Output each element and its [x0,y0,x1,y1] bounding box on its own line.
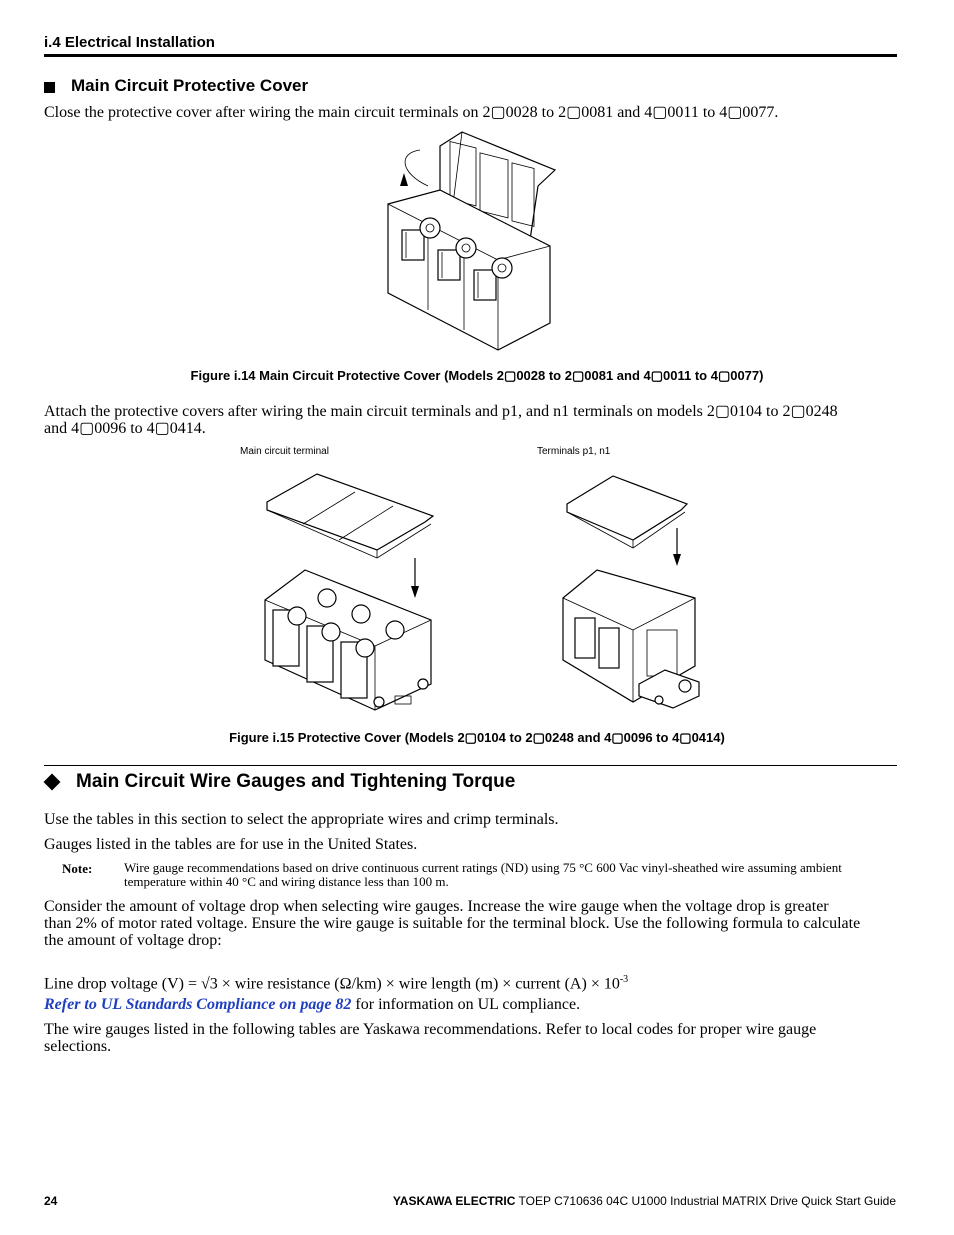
formula-exponent: -3 [619,974,629,985]
page-number: 24 [44,1194,58,1208]
wire-paragraph-5 [44,1021,900,1055]
cover-paragraph-2 [44,403,900,437]
cover-section-heading [44,76,308,96]
arrow-head [400,173,408,186]
figure-i15-caption: Figure i.15 Protective Cover (Models 2▢0104 to 2▢0248 and 4▢0096 to 4▢0414) [229,730,725,745]
wire-paragraph-2: Gauges listed in the tables are for use in the United States. [44,836,418,853]
wire-paragraph-1: Use the tables in this section to select the appropriate wires and crimp terminals. [44,811,559,828]
figure-i14-caption: Figure i.14 Main Circuit Protective Cover (Models 2▢0028 to 2▢0081 and 4▢0011 to 4▢0077) [190,368,764,383]
wire-paragraph-5-line-1: The wire gauges listed in the following tables are Yaskawa recommendations. Refer to local codes for proper wire gauge [44,1021,817,1038]
section-rule [44,765,897,766]
running-header: i.4 Electrical Installation [44,34,215,51]
wire-section-heading [42,771,515,793]
formula-text: Line drop voltage (V) = √3 × wire resistance (Ω/km) × wire length (m) × current (A) × 10 [44,975,620,993]
label-terminals-p1-n1: Terminals p1, n1 [537,446,611,457]
note-text-line-2: temperature within 40 °C and wiring distance less than 100 m. [124,874,449,889]
figure-i15-right-drawing [555,470,705,715]
cover-paragraph-1: Close the protective cover after wiring the main circuit terminals on 2▢0028 to 2▢0081 and 4▢0011 to 4▢0077. [44,104,779,121]
note-text [124,861,904,889]
note-text-line-1: Wire gauge recommendations based on drive continuous current ratings (ND) using 75 °C 600 Vac vinyl-sheathed wire assuming ambient [124,860,842,875]
label-main-circuit-terminal: Main circuit terminal [240,446,329,457]
wire-section-title: Main Circuit Wire Gauges and Tightening Torque [76,771,516,792]
footer-doc-info [393,1194,896,1208]
voltage-drop-formula [44,971,900,992]
ul-compliance-link[interactable]: Refer to UL Standards Compliance on page 82 [44,996,352,1013]
note-label: Note: [62,861,93,876]
arrow-head [673,554,681,566]
wire-paragraph-3-line-3: the amount of voltage drop: [44,932,222,949]
ul-reference-text: for information on UL compliance. [351,996,581,1013]
square-bullet-icon [44,82,55,93]
cover-paragraph-2-line-1: Attach the protective covers after wiring the main circuit terminals and p1, and n1 terminals on models 2▢0104 to 2▢0248 [44,403,838,420]
figure-i14-drawing [380,128,560,353]
wire-paragraph-3-line-2: than 2% of motor rated voltage. Ensure the wire gauge is suitable for the terminal block. Use the following formula to calculate [44,915,861,932]
wire-paragraph-3-line-1: Consider the amount of voltage drop when selecting wire gauges. Increase the wire gauge when the voltage drop is greater [44,898,829,915]
wire-paragraph-3 [44,898,900,949]
cover-section-title: Main Circuit Protective Cover [71,76,309,95]
footer-brand: YASKAWA ELECTRIC [392,1194,516,1208]
cover-paragraph-2-line-2: and 4▢0096 to 4▢0414. [44,420,206,437]
diamond-bullet-icon [44,774,61,791]
ul-reference-paragraph [44,996,900,1013]
figure-i15-left-drawing [255,470,445,715]
arrow-head [411,586,419,598]
wire-paragraph-5-line-2: selections. [44,1038,112,1055]
footer-doc-title: TOEP C710636 04C U1000 Industrial MATRIX Drive Quick Start Guide [515,1194,896,1208]
header-rule [44,54,897,57]
